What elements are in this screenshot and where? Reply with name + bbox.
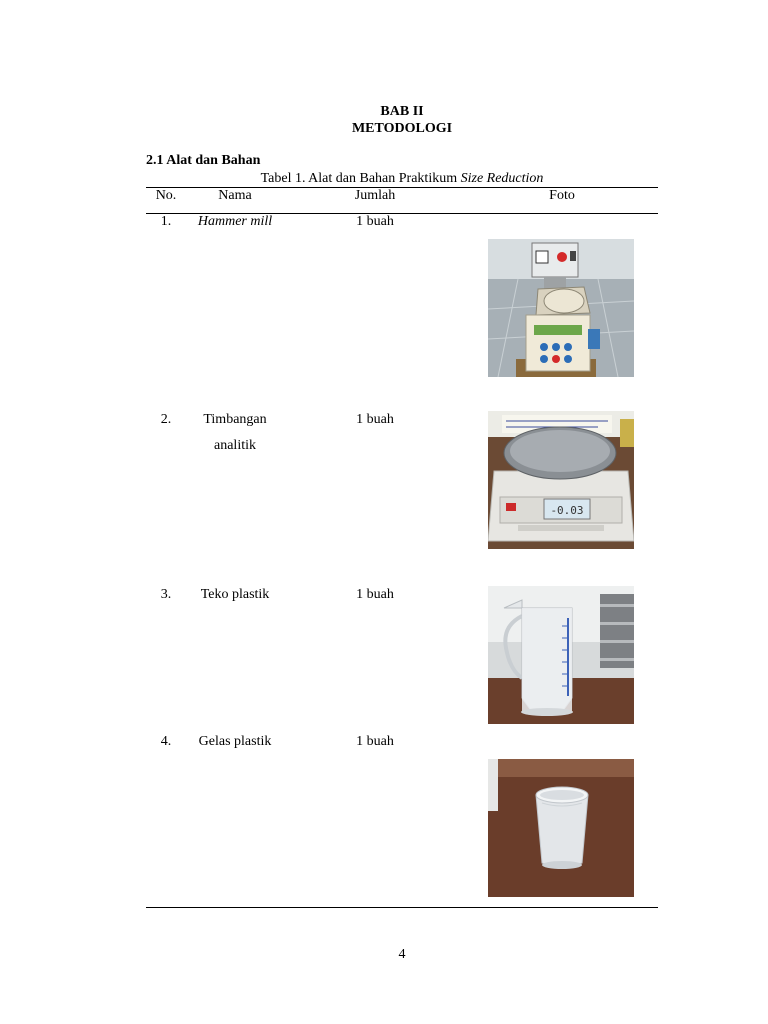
hammer-mill-photo (488, 239, 634, 377)
analytical-balance-photo (488, 411, 634, 549)
chapter-number: BAB II (380, 104, 424, 119)
row-4-name: Gelas plastik (198, 734, 272, 749)
row-4-qty: 1 buah (356, 734, 394, 749)
row-1-name: Hammer mill (197, 214, 273, 229)
header-no: No. (155, 188, 177, 203)
row-3-no: 3. (160, 587, 172, 602)
row-3-name: Teko plastik (200, 587, 270, 602)
chapter-title: METODOLOGI (351, 121, 453, 136)
plastic-cup-photo (488, 759, 634, 897)
row-2-qty: 1 buah (356, 412, 394, 427)
row-2-name-line-1: Timbangan (203, 412, 267, 427)
row-1-qty: 1 buah (356, 214, 394, 229)
row-4-no: 4. (160, 734, 172, 749)
balance-display-reading: -0.03 (550, 504, 584, 517)
row-2-no: 2. (160, 412, 172, 427)
row-1-no: 1. (160, 214, 172, 229)
table-caption-italic: Size Reduction (460, 171, 544, 186)
header-qty: Jumlah (354, 188, 396, 203)
section-heading: 2.1 Alat dan Bahan (146, 153, 261, 168)
row-2-name-line-2: analitik (214, 438, 256, 453)
plastic-jug-photo (488, 586, 634, 724)
page-number: 4 (398, 947, 406, 962)
row-3-qty: 1 buah (356, 587, 394, 602)
header-photo: Foto (549, 188, 575, 203)
table-bottom-rule (146, 907, 658, 908)
header-name: Nama (218, 188, 252, 203)
table-caption-prefix: Tabel 1. Alat dan Bahan Praktikum (260, 171, 461, 186)
